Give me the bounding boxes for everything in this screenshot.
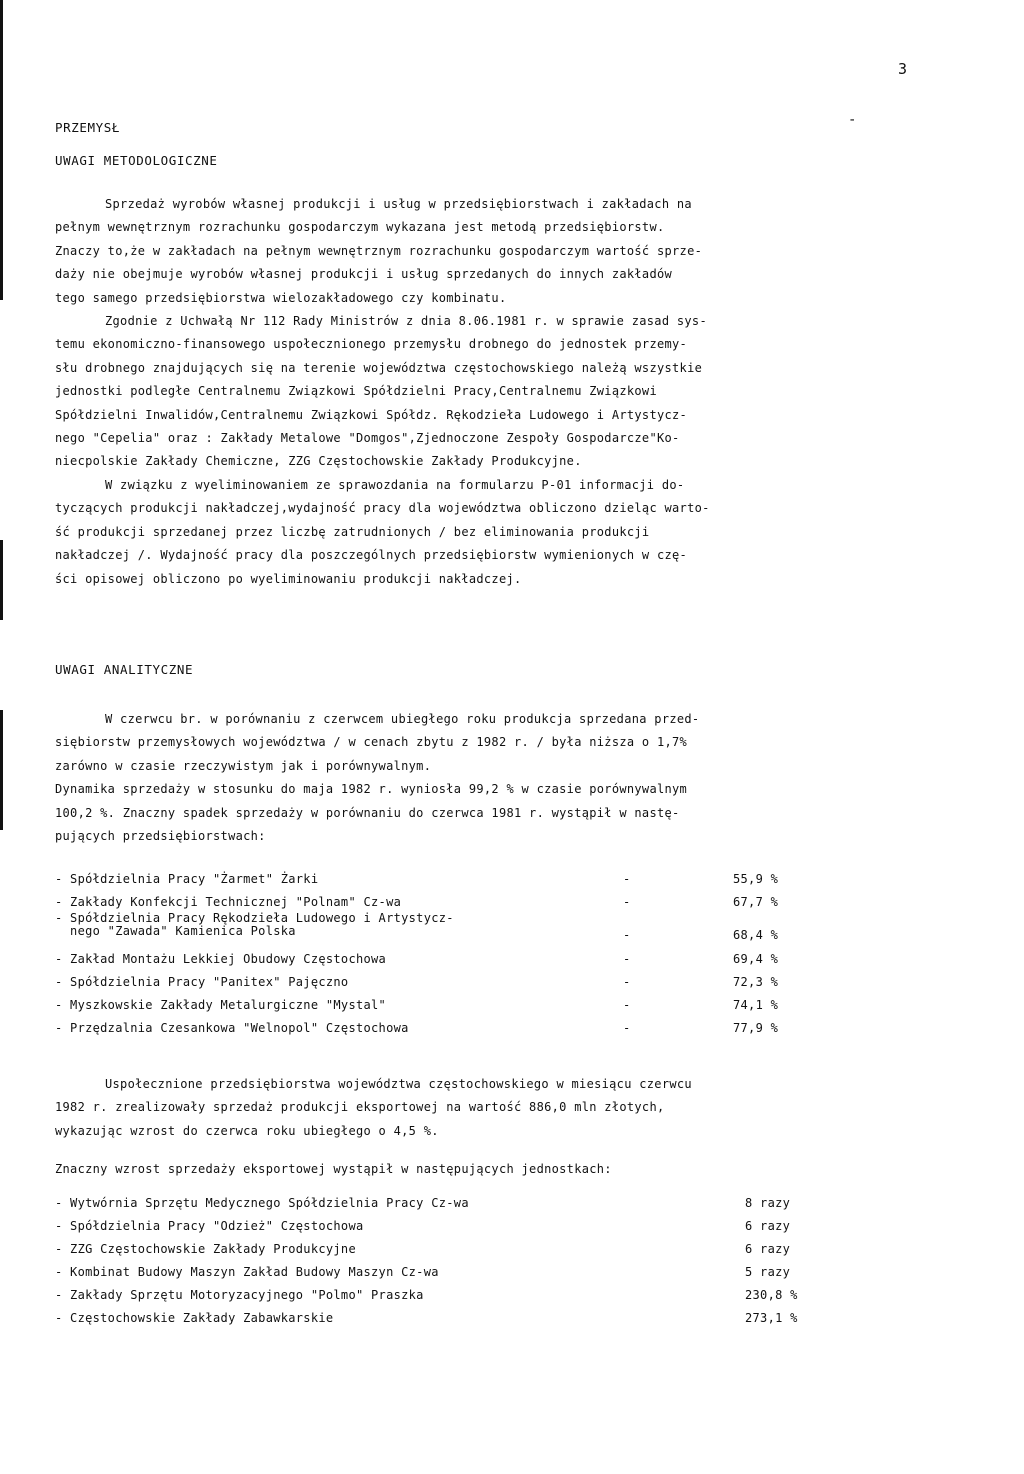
text-line: Uspołecznione przedsiębiorstwa województwa częstochowskiego w miesiącu czerwcu [105, 1077, 692, 1091]
scan-edge-mark [0, 540, 3, 620]
text-line: niecpolskie Zakłady Chemiczne, ZZG Częstochowskie Zakłady Produkcyjne. [55, 454, 582, 469]
list-item-name: - Spółdzielnia Pracy "Odzież" Częstochowa [55, 1219, 364, 1233]
list-item-name: - Przędzalnia Czesankowa "Welnopol" Częstochowa [55, 1021, 409, 1035]
list-item [55, 948, 925, 971]
list-item [55, 994, 925, 1017]
list-item-value: 55,9 % [733, 872, 779, 886]
text-line: jednostki podległe Centralnemu Związkowi Spółdzielni Pracy,Centralnemu Związkowi [55, 384, 657, 399]
list-item [55, 971, 925, 994]
list-item-name: - Spółdzielnia Pracy "Panitex" Pajęczno [55, 975, 349, 989]
scan-edge-mark [0, 710, 3, 830]
list-item [55, 1017, 925, 1040]
text-line: tego samego przedsiębiorstwa wielozakładowego czy kombinatu. [55, 290, 507, 305]
text-line: temu ekonomiczno-finansowego uspołecznionego przemysłu drobnego do jednostek przemy- [55, 337, 688, 352]
text-line: Sprzedaż wyrobów własnej produkcji i usług w przedsiębiorstwach i zakładach na [105, 197, 692, 211]
export-intro [55, 1158, 925, 1181]
text-line: Spółdzielni Inwalidów,Centralnemu Związkowi Spółdz. Rękodzieła Ludowego i Artystycz- [55, 407, 688, 422]
text-line: ści opisowej obliczono po wyeliminowaniu produkcji nakładczej. [55, 571, 522, 586]
page-number: 3 [898, 60, 908, 78]
list-item [55, 1215, 925, 1238]
list-item-value: 77,9 % [733, 1021, 779, 1035]
text-line: słu drobnego znajdujących się na terenie województwa częstochowskiego należą wszystkie [55, 360, 703, 375]
scan-edge-mark [0, 0, 3, 300]
list-item-name [55, 912, 454, 938]
header-dash: - [848, 112, 857, 128]
list-item-separator: - [623, 895, 631, 909]
list-item [55, 1192, 925, 1215]
analysis-title: UWAGI ANALITYCZNE [55, 662, 194, 677]
list-item-name-line: nego "Zawada" Kamienica Polska [55, 924, 296, 938]
list-item-name: - Wytwórnia Sprzętu Medycznego Spółdzielnia Pracy Cz-wa [55, 1196, 469, 1210]
list-item-separator: - [623, 872, 631, 886]
list-item [55, 868, 925, 891]
list-item-separator: - [623, 928, 631, 942]
list-item-separator: - [623, 975, 631, 989]
text-line: Znaczy to,że w zakładach na pełnym wewnętrznym rozrachunku gospodarczym wartość sprze- [55, 243, 703, 258]
list-item [55, 1284, 925, 1307]
list-item-value: 74,1 % [733, 998, 779, 1012]
methodology-text [55, 193, 925, 591]
text-line: daży nie obejmuje wyrobów własnej produkcji i usług sprzedanych do innych zakładów [55, 267, 673, 282]
growth-list [55, 1192, 925, 1330]
list-item-name: - Zakład Montażu Lekkiej Obudowy Częstochowa [55, 952, 387, 966]
list-item-name: - Zakłady Sprzętu Motoryzacyjnego "Polmo" Praszka [55, 1288, 424, 1302]
text-line: W czerwcu br. w porównaniu z czerwcem ubiegłego roku produkcja sprzedana przed- [105, 712, 700, 726]
analysis-text [55, 708, 925, 848]
text-line: nego "Cepelia" oraz : Zakłady Metalowe "Domgos",Zjednoczone Zespoły Gospodarcze"Ko- [55, 431, 680, 446]
export-text [55, 1073, 925, 1143]
text-line: zarówno w czasie rzeczywistym jak i porównywalnym. [55, 758, 432, 773]
text-line: W związku z wyeliminowaniem ze sprawozdania na formularzu P-01 informacji do- [105, 477, 685, 492]
list-item-value: 230,8 % [745, 1288, 798, 1302]
text-line: ść produkcji sprzedanej przez liczbę zatrudnionych / bez eliminowania produkcji [55, 524, 650, 539]
list-item-name: - Zakłady Konfekcji Technicznej "Polnam" Cz-wa [55, 895, 402, 909]
text-line: Zgodnie z Uchwałą Nr 112 Rady Ministrów z dnia 8.06.1981 r. w sprawie zasad sys- [105, 314, 707, 329]
text-line: 1982 r. zrealizowały sprzedaż produkcji eksportowej na wartość 886,0 mln złotych, [55, 1100, 665, 1115]
text-line: Znaczny wzrost sprzedaży eksportowej wystąpił w następujących jednostkach: [55, 1162, 612, 1176]
list-item-name-line: - Spółdzielnia Pracy Rękodzieła Ludowego i Artystycz- [55, 911, 454, 925]
list-item-name: - Spółdzielnia Pracy "Żarmet" Żarki [55, 872, 319, 886]
list-item-value: 68,4 % [733, 928, 779, 942]
list-item-value: 5 razy [745, 1265, 791, 1279]
list-item-name: - ZZG Częstochowskie Zakłady Produkcyjne [55, 1242, 356, 1256]
text-line: pujących przedsiębiorstwach: [55, 829, 266, 844]
list-item-value: 273,1 % [745, 1311, 798, 1325]
text-line: nakładczej /. Wydajność pracy dla poszczególnych przedsiębiorstw wymienionych w czę- [55, 548, 688, 563]
list-item [55, 1261, 925, 1284]
list-item-value: 72,3 % [733, 975, 779, 989]
text-line: tyczących produkcji nakładczej,wydajność pracy dla województwa obliczono dzieląc warto- [55, 501, 710, 516]
list-item-name: - Kombinat Budowy Maszyn Zakład Budowy Maszyn Cz-wa [55, 1265, 439, 1279]
text-line: wykazując wzrost do czerwca roku ubiegłego o 4,5 %. [55, 1123, 439, 1138]
list-item-value: 67,7 % [733, 895, 779, 909]
decline-list [55, 868, 925, 1040]
list-item [55, 911, 925, 948]
list-item-value: 6 razy [745, 1219, 791, 1233]
text-line: Dynamika sprzedaży w stosunku do maja 1982 r. wyniosła 99,2 % w czasie porównywalnym [55, 782, 688, 797]
text-line: siębiorstw przemysłowych województwa / w cenach zbytu z 1982 r. / była niższa o 1,7% [55, 735, 688, 750]
list-item-separator: - [623, 998, 631, 1012]
list-item-separator: - [623, 1021, 631, 1035]
text-line: 100,2 %. Znaczny spadek sprzedaży w porównaniu do czerwca 1981 r. wystąpił w nastę- [55, 805, 680, 820]
list-item-name: - Myszkowskie Zakłady Metalurgiczne "Mystal" [55, 998, 387, 1012]
list-item-value: 8 razy [745, 1196, 791, 1210]
methodology-title: UWAGI METODOLOGICZNE [55, 153, 218, 168]
list-item-name: - Częstochowskie Zakłady Zabawkarskie [55, 1311, 334, 1325]
section-title: PRZEMYSŁ [55, 120, 121, 135]
text-line: pełnym wewnętrznym rozrachunku gospodarczym wykazana jest metodą przedsiębiorstw. [55, 220, 665, 235]
list-item-value: 69,4 % [733, 952, 779, 966]
list-item-separator: - [623, 952, 631, 966]
list-item [55, 1238, 925, 1261]
list-item-value: 6 razy [745, 1242, 791, 1256]
list-item [55, 1307, 925, 1330]
